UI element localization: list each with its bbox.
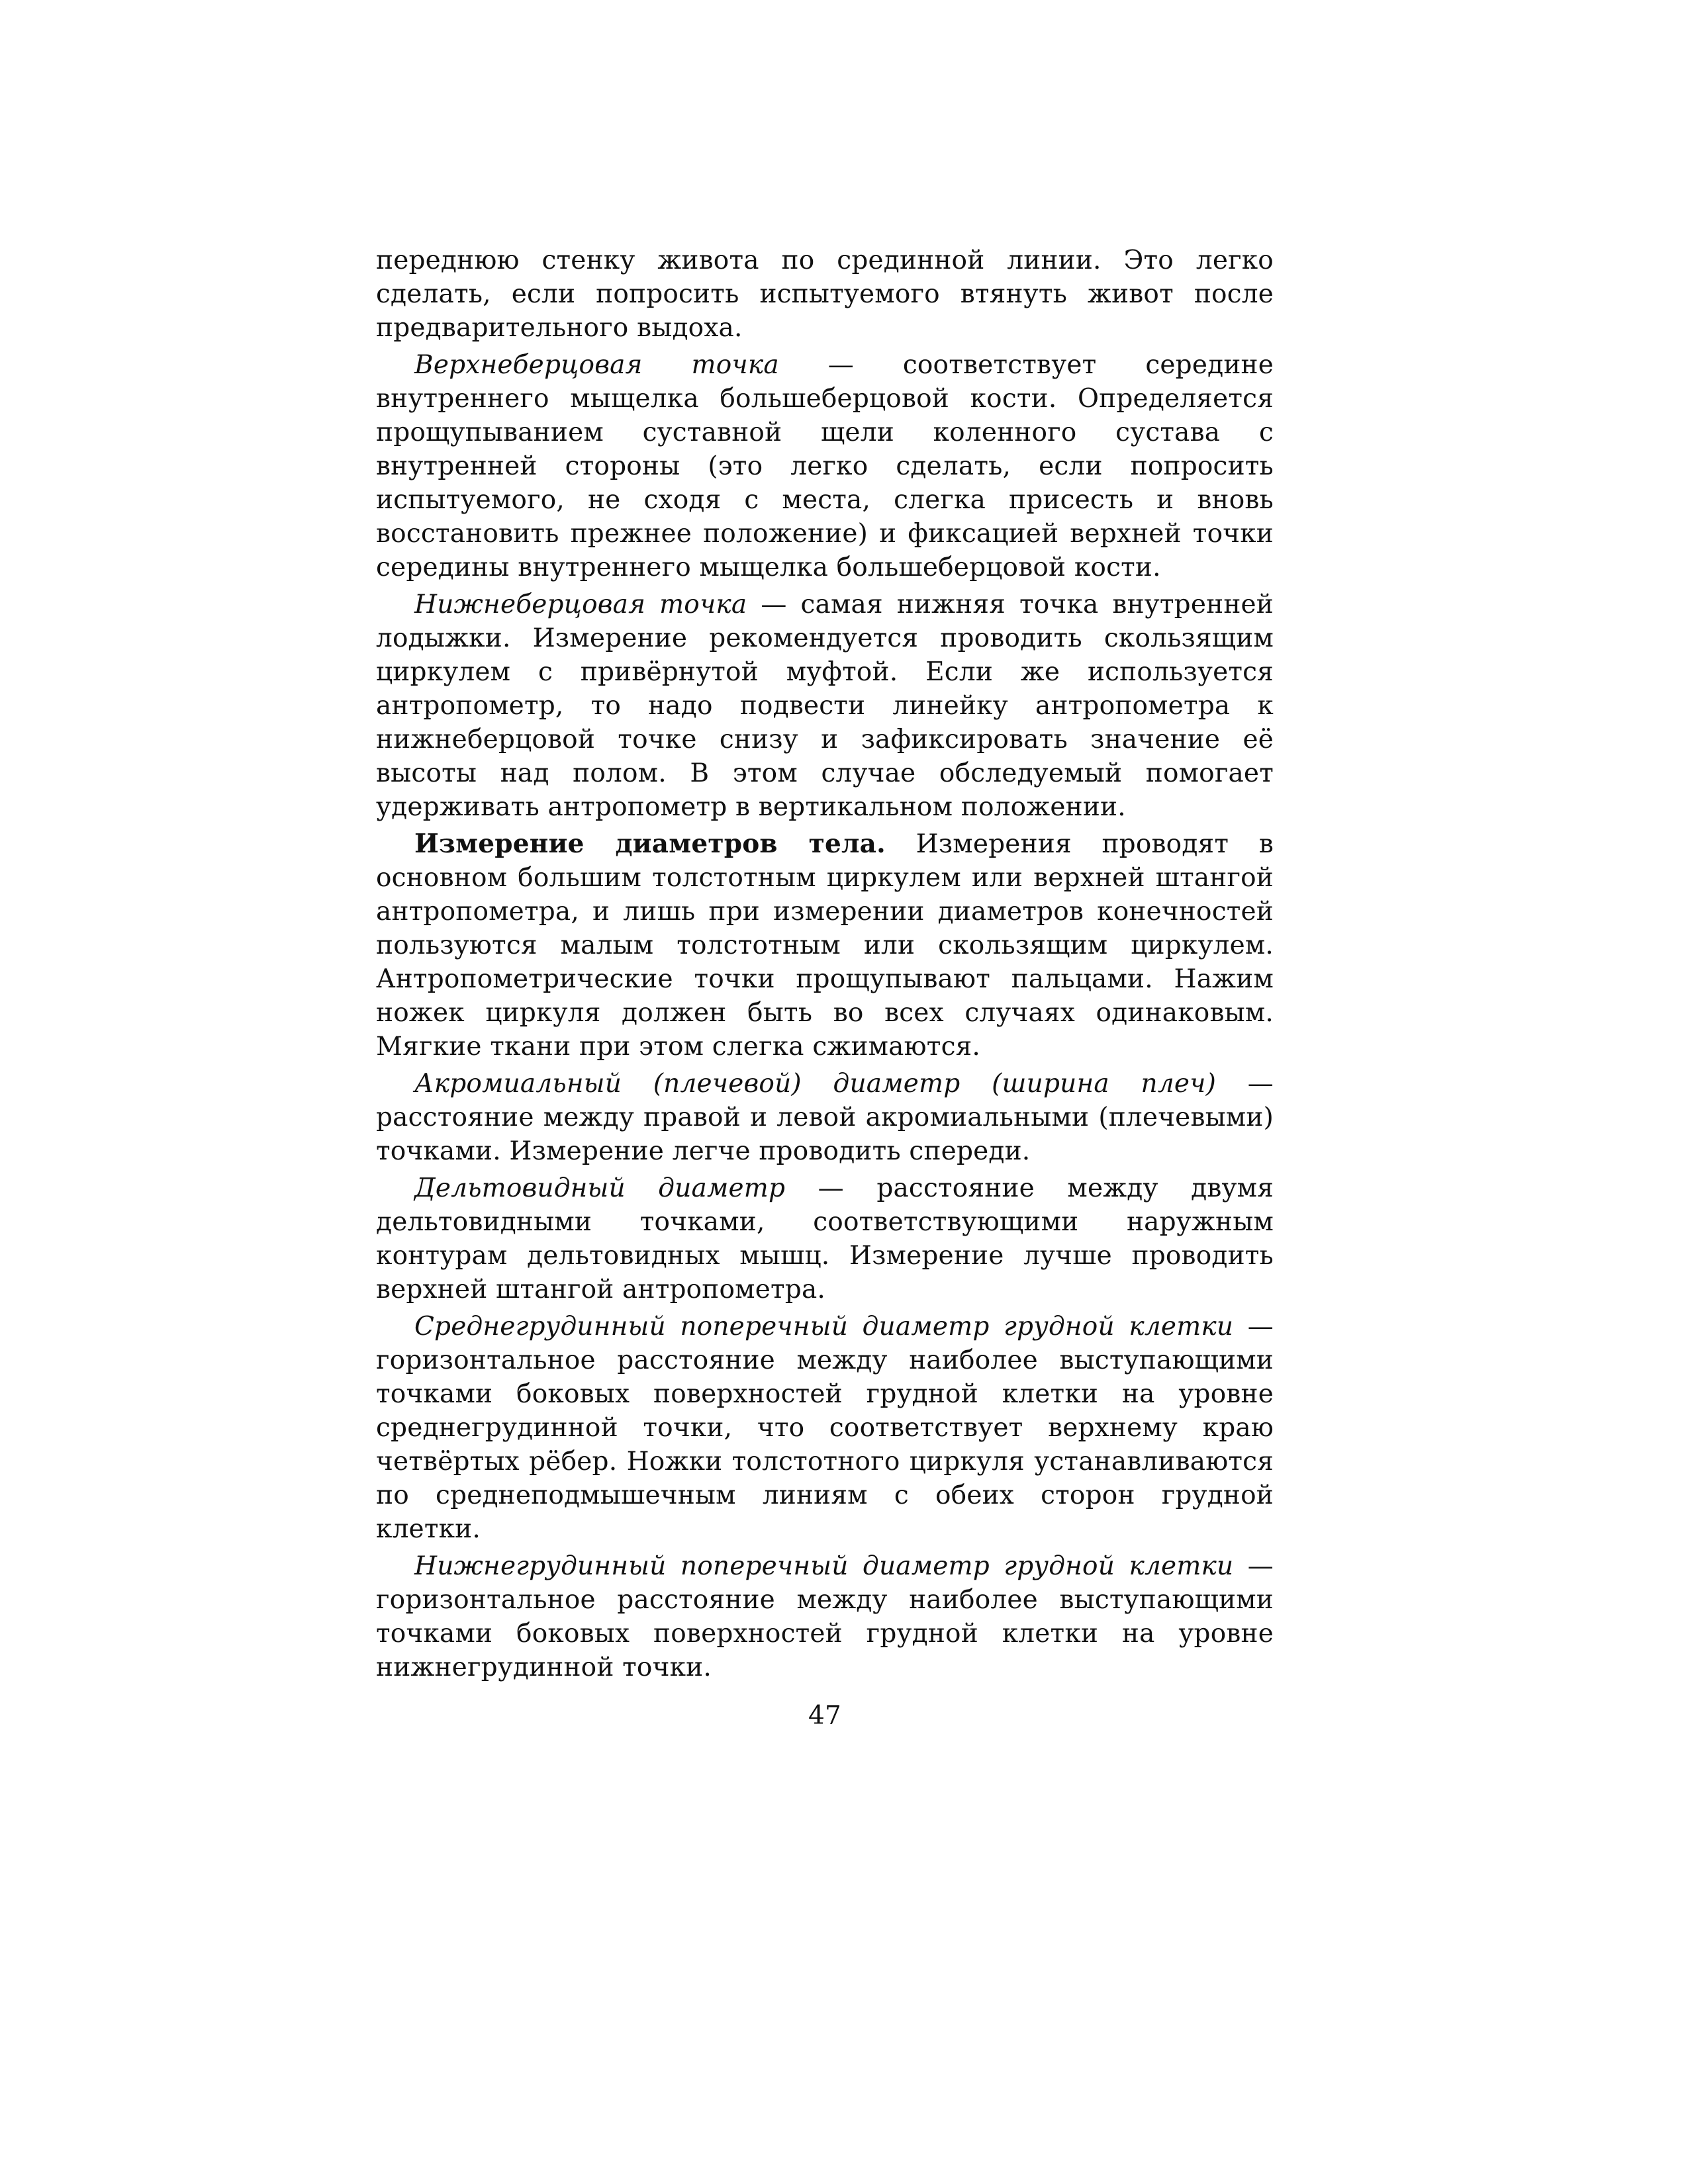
term-mid-sternal-diameter: Среднегрудинный поперечный диаметр грудной клетки <box>414 1312 1234 1342</box>
paragraph-deltoid-diameter <box>376 1171 1274 1306</box>
paragraph-body-diameters <box>376 827 1274 1064</box>
paragraph-text: переднюю стенку живота по срединной линии. Это легко сделать, если попросить испытуемого втянуть живот после предварительного выдоха. <box>376 246 1274 343</box>
paragraph-lower-tibial-point <box>376 588 1274 824</box>
term-lower-sternal-diameter: Нижнегрудинный поперечный диаметр грудной клетки <box>414 1551 1234 1581</box>
paragraph-text: — самая нижняя точка внутренней лодыжки. Измерение рекомендуется проводить скользящим циркулем с привёрнутой муфтой. Если же используется антропометр, то надо подвести линейку антропометра к нижнеберцовой точке снизу и зафиксировать значение её высоты над полом. В этом случае обследуемый помогает удерживать антропометр в вертикальном положении. <box>376 590 1274 822</box>
paragraph-mid-sternal-diameter <box>376 1310 1274 1546</box>
paragraph-text: — соответствует середине внутреннего мыщелка большеберцовой кости. Определяется прощупыванием суставной щели коленного сустава с внутренней стороны (это легко сделать, если попросить испытуемого, не сходя с места, слегка присесть и вновь восстановить прежнее положение) и фиксацией верхней точки середины внутреннего мыщелка большеберцовой кости. <box>376 350 1274 582</box>
paragraph-upper-tibial-point <box>376 348 1274 584</box>
book-page <box>376 244 1274 2064</box>
term-upper-tibial-point: Верхнеберцовая точка <box>414 350 779 380</box>
paragraph-text: — горизонтальное расстояние между наиболее выступающими точками боковых поверхностей грудной клетки на уровне нижнегрудинной точки. <box>376 1551 1274 1682</box>
paragraph-text: Измерения проводят в основном большим толстотным циркулем или верхней штангой антропометра, и лишь при измерении диаметров конечностей пользуются малым толстотным или скользящим циркулем. Антропометрические точки прощупывают пальцами. Нажим ножек циркуля должен быть во всех случаях одинаковым. Мягкие ткани при этом слегка сжимаются. <box>376 829 1274 1062</box>
paragraph-lower-sternal-diameter <box>376 1549 1274 1684</box>
term-acromial-diameter: Акромиальный (плечевой) диаметр (ширина плеч) <box>414 1069 1217 1099</box>
paragraph-abdomen-continuation <box>376 244 1274 345</box>
paragraph-acromial-diameter <box>376 1067 1274 1168</box>
term-deltoid-diameter: Дельтовидный диаметр <box>414 1173 786 1203</box>
paragraph-text: — горизонтальное расстояние между наиболее выступающими точками боковых поверхностей грудной клетки на уровне среднегрудинной точки, что соответствует верхнему краю четвёртых рёбер. Ножки толстотного циркуля устанавливаются по среднеподмышечным линиям с обеих сторон грудной клетки. <box>376 1312 1274 1544</box>
paragraph-text: — расстояние между правой и левой акромиальными (плечевыми) точками. Измерение легче проводить спереди. <box>376 1069 1274 1166</box>
section-heading-body-diameters: Измерение диаметров тела. <box>414 829 886 859</box>
term-lower-tibial-point: Нижнеберцовая точка <box>414 590 747 619</box>
paragraph-text: — расстояние между двумя дельтовидными точками, соответствующими наружным контурам дельтовидных мышц. Измерение лучше проводить верхней штангой антропометра. <box>376 1173 1274 1304</box>
page-number: 47 <box>808 1701 842 1731</box>
